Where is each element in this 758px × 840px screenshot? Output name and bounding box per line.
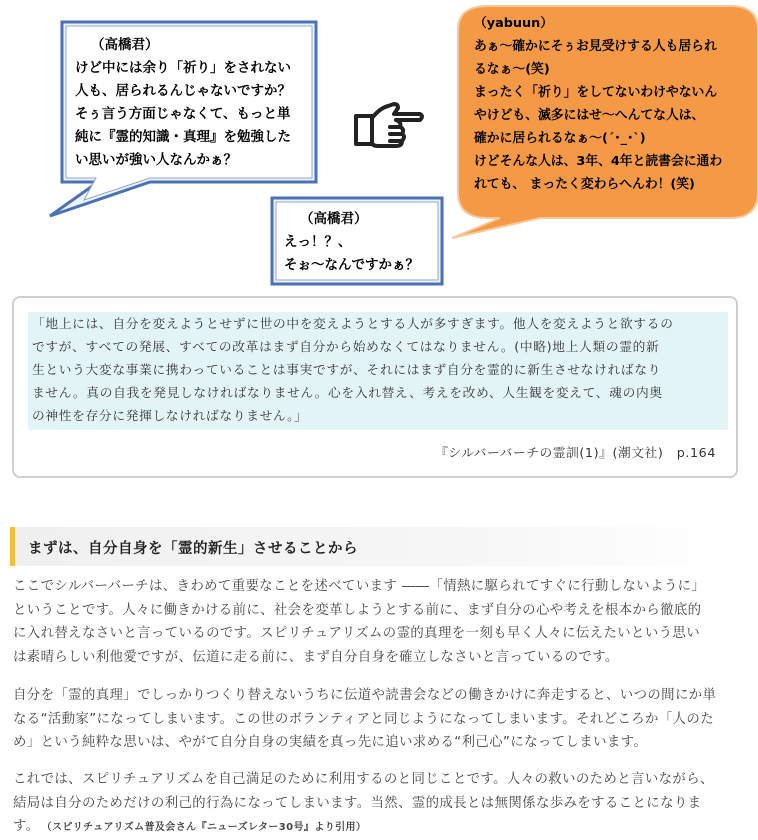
paragraph-2	[13, 684, 739, 755]
paragraph-line: め」という純粋な思いは、やがて自分自身の実績を真っ先に追い求める“利己心”になってしまいます。	[13, 735, 648, 750]
citation: （スピリチュアリズム普及会さん『ニューズレター30号』より引用）	[46, 822, 367, 833]
quote-line: の神性を存分に発揮しなければなりません。」	[32, 408, 308, 423]
right-bubble-line: まったく「祈り」をしてないわけやないん	[474, 85, 718, 100]
left-bubble-line: い思いが強い人なんかぁ？	[75, 152, 237, 168]
bottom-bubble-speaker: （高橋君）	[300, 211, 368, 227]
quote-line: ですが、すべての発展、すべての改革はまず自分から始めなくてはなりません。(中略)地上人類の霊的新	[32, 339, 660, 354]
paragraph-line: 自分を「霊的真理」でしっかりつくり替えないうちに伝道や読書会などの働きかけに奔走すると、いつの間にか単	[13, 688, 717, 703]
left-bubble-line: 純に『霊的知識・真理』を勉強した	[75, 129, 291, 145]
left-bubble-text	[75, 34, 315, 172]
paragraph-line: 結局は自分のためだけの利己的行為になってしまいます。当然、霊的成長とは無関係な歩みをすることになりま	[13, 795, 702, 811]
paragraph-line: ここでシルバーバーチは、きわめて重要なことを述べています ――「情熱に駆られてすぐに行動しないように」	[13, 579, 706, 594]
pointing-hand-icon	[350, 98, 426, 154]
right-bubble-line: るなぁ～(笑)	[474, 62, 550, 77]
paragraph-line: に入れ替えなさいと言っているのです。スピリチュアリズムの霊的真理を一刻も早く人々に伝えたいという思い	[13, 626, 700, 641]
paragraph-line: は素晴らしい利他愛ですが、伝道に走る前に、まず自分自身を確立しなさいと言っているのです。	[13, 649, 619, 665]
paragraph-3	[13, 768, 739, 840]
left-bubble-line: そぅ言う方面じゃなくて、もっと単	[75, 106, 291, 122]
paragraph-line	[13, 815, 739, 840]
paragraph-line: ということです。人々に働きかける前に、社会を変革しようとする前に、まず自分の心や考えを根本から徹底的	[13, 602, 702, 618]
paragraph-line: これでは、スピリチュアリズムを自己満足のために利用するのと同じことです。人々の救いのためと言いながら、	[13, 772, 714, 787]
section-heading-text: まずは、自分自身を「霊的新生」させることから	[28, 541, 358, 557]
right-bubble-speaker: （yabuun）	[474, 16, 554, 31]
paragraph-line-end: す。	[13, 819, 33, 834]
right-bubble-line: 確かに居られるなぁ～(´･_･`)	[474, 131, 646, 146]
left-bubble-line: 人も、居られるんじゃないですか？	[75, 83, 291, 99]
paragraph-line: なる“活動家”になってしまいます。この世のボランティアと同じようになってしまいます。それどころか「人のた	[13, 711, 714, 727]
quote-text	[28, 312, 728, 430]
right-bubble-line: やけども、滅多にはせ～へんてな人は、	[474, 108, 705, 123]
right-bubble-text	[474, 12, 756, 196]
quote-line: 生という大変な事業に携わっていることは事実ですが、それにはまず自分を霊的に新生させなければなり	[32, 362, 662, 377]
section-heading	[10, 527, 736, 566]
quote-box	[12, 296, 738, 478]
right-bubble-line: あぁ～確かにそぅお見受けする人も居られ	[474, 39, 717, 54]
bottom-bubble-line: そぉ～なんですかぁ？	[284, 257, 419, 273]
paragraph-1	[13, 575, 739, 669]
quote-source: 『シルバーバーチの霊訓(1)』(潮文社) p.164	[435, 445, 716, 460]
right-bubble-line: けどそんな人は、3年、4年と読書会に通わ	[474, 154, 723, 169]
quote-line: 「地上には、自分を変えようとせずに世の中を変えようとする人が多すぎます。他人を変えようと欲するの	[32, 316, 674, 331]
bottom-bubble-text	[284, 208, 440, 277]
quote-line: ません。真の自我を発見しなければなりません。心を入れ替え、考えを改め、人生観を変えて、魂の内奥	[32, 385, 663, 400]
left-bubble-line: けど中には余り「祈り」をされない	[75, 60, 291, 76]
right-bubble-line: れても、 まったく変わらへんわ！(笑)	[474, 177, 695, 192]
bottom-bubble-line: えっ！？、	[284, 234, 352, 250]
left-bubble-speaker: （高橋君）	[91, 37, 159, 53]
